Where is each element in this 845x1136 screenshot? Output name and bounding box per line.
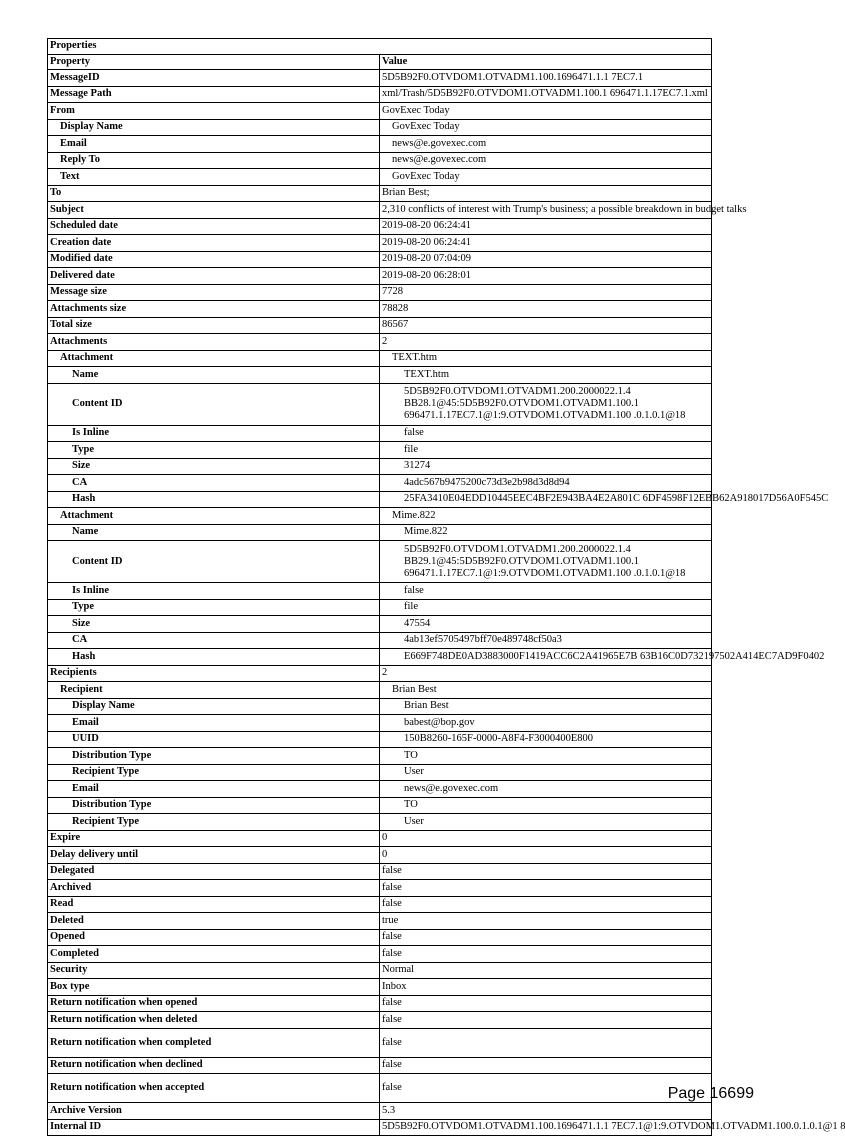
table-row	[48, 797, 712, 814]
table-row	[48, 830, 712, 847]
property-value: true	[380, 913, 712, 930]
property-name: Attachment	[48, 508, 380, 525]
property-column-header: Property	[48, 54, 380, 70]
table-row	[48, 731, 712, 748]
table-row	[48, 1028, 712, 1057]
property-value: 2019-08-20 06:24:41	[380, 218, 712, 235]
property-name: Security	[48, 962, 380, 979]
property-name: Attachments	[48, 334, 380, 351]
property-value: 5D5B92F0.OTVDOM1.OTVADM1.100.1696471.1.1 7EC7.1@1:9.OTVDOM1.OTVADM1.100.0.1.0.1@1 8	[380, 1119, 712, 1136]
table-row	[48, 491, 712, 508]
property-value: 4ab13ef5705497bff70e489748cf50a3	[380, 632, 712, 649]
property-value: 2	[380, 665, 712, 682]
table-row	[48, 1119, 712, 1136]
table-row	[48, 847, 712, 864]
table-row	[48, 136, 712, 153]
property-value: 31274	[380, 458, 712, 475]
property-name: Creation date	[48, 235, 380, 252]
property-value: E669F748DE0AD3883000F1419ACC6C2A41965E7B 63B16C0D732197502A414EC7AD9F0402	[380, 649, 712, 666]
property-value: xml/Trash/5D5B92F0.OTVDOM1.OTVADM1.100.1 696471.1.17EC7.1.xml	[380, 86, 712, 103]
table-row	[48, 715, 712, 732]
table-row	[48, 458, 712, 475]
property-value: TEXT.htm	[380, 350, 712, 367]
property-name: Display Name	[48, 119, 380, 136]
table-caption: Properties	[48, 39, 712, 55]
table-row	[48, 317, 712, 334]
property-name: Total size	[48, 317, 380, 334]
table-row	[48, 698, 712, 715]
property-name: Email	[48, 715, 380, 732]
table-row	[48, 979, 712, 996]
property-name: Recipient	[48, 682, 380, 699]
property-name: Box type	[48, 979, 380, 996]
table-row	[48, 284, 712, 301]
property-name: Completed	[48, 946, 380, 963]
property-value: 150B8260-165F-0000-A8F4-F3000400E800	[380, 731, 712, 748]
property-name: Return notification when completed	[48, 1028, 380, 1057]
property-value: 25FA3410E04EDD10445EEC4BF2E943BA4E2A801C 6DF4598F12EBB62A918017D56A0F545C	[380, 491, 712, 508]
table-row	[48, 86, 712, 103]
property-name: Reply To	[48, 152, 380, 169]
table-row	[48, 119, 712, 136]
property-value: news@e.govexec.com	[380, 136, 712, 153]
property-value: false	[380, 896, 712, 913]
table-row	[48, 896, 712, 913]
property-name: Size	[48, 616, 380, 633]
table-row	[48, 748, 712, 765]
property-name: CA	[48, 632, 380, 649]
property-value: false	[380, 863, 712, 880]
property-name: Email	[48, 781, 380, 798]
property-name: Message size	[48, 284, 380, 301]
caption-row	[48, 39, 712, 55]
property-value: Inbox	[380, 979, 712, 996]
table-row	[48, 301, 712, 318]
property-name: Content ID	[48, 541, 380, 583]
property-value: 86567	[380, 317, 712, 334]
property-name: Modified date	[48, 251, 380, 268]
table-row	[48, 350, 712, 367]
property-name: From	[48, 103, 380, 120]
property-value: Mime.822	[380, 508, 712, 525]
property-name: UUID	[48, 731, 380, 748]
property-value: 7728	[380, 284, 712, 301]
property-name: Type	[48, 599, 380, 616]
property-value: false	[380, 929, 712, 946]
table-row	[48, 616, 712, 633]
table-row	[48, 1012, 712, 1029]
property-name: Opened	[48, 929, 380, 946]
property-name: Delivered date	[48, 268, 380, 285]
property-value: false	[380, 1012, 712, 1029]
property-value: 0	[380, 830, 712, 847]
table-row	[48, 946, 712, 963]
property-value: news@e.govexec.com	[380, 781, 712, 798]
table-row	[48, 475, 712, 492]
property-name: Archived	[48, 880, 380, 897]
property-value: 5D5B92F0.OTVDOM1.OTVADM1.200.2000022.1.4 BB28.1@45:5D5B92F0.OTVDOM1.OTVADM1.100.1 696471.1.17EC7.1@1:9.OTVDOM1.OTVADM1.100 .0.1.0.1@18	[380, 383, 712, 425]
table-row	[48, 880, 712, 897]
table-row	[48, 524, 712, 541]
table-row	[48, 781, 712, 798]
page-number: Page 16699	[667, 1085, 754, 1102]
table-row	[48, 1074, 712, 1103]
property-name: Delegated	[48, 863, 380, 880]
property-value: 4adc567b9475200c73d3e2b98d3d8d94	[380, 475, 712, 492]
value-column-header: Value	[380, 54, 712, 70]
properties-table	[47, 38, 845, 1136]
table-row	[48, 541, 712, 583]
table-row	[48, 251, 712, 268]
property-value: 78828	[380, 301, 712, 318]
property-value: TO	[380, 748, 712, 765]
property-value: Brian Best	[380, 682, 712, 699]
property-value: 2019-08-20 07:04:09	[380, 251, 712, 268]
property-value: GovExec Today	[380, 169, 712, 186]
property-name: Recipients	[48, 665, 380, 682]
table-row	[48, 814, 712, 831]
property-name: Return notification when declined	[48, 1057, 380, 1074]
property-name: Is Inline	[48, 425, 380, 442]
property-value: false	[380, 1028, 712, 1057]
table-row	[48, 103, 712, 120]
table-row	[48, 508, 712, 525]
property-value: false	[380, 880, 712, 897]
property-name: MessageID	[48, 70, 380, 87]
table-row	[48, 268, 712, 285]
property-name: Recipient Type	[48, 764, 380, 781]
property-name: Message Path	[48, 86, 380, 103]
property-name: Subject	[48, 202, 380, 219]
table-row	[48, 599, 712, 616]
property-value: false	[380, 1057, 712, 1074]
table-row	[48, 929, 712, 946]
property-value: User	[380, 764, 712, 781]
property-name: Attachment	[48, 350, 380, 367]
property-value: 2	[380, 334, 712, 351]
property-name: Distribution Type	[48, 748, 380, 765]
property-name: Deleted	[48, 913, 380, 930]
table-row	[48, 764, 712, 781]
property-name: Distribution Type	[48, 797, 380, 814]
table-row	[48, 583, 712, 600]
table-row	[48, 202, 712, 219]
property-value: Mime.822	[380, 524, 712, 541]
property-name: To	[48, 185, 380, 202]
property-name: Read	[48, 896, 380, 913]
property-value: false	[380, 995, 712, 1012]
property-value: file	[380, 442, 712, 459]
table-row	[48, 682, 712, 699]
property-value: Normal	[380, 962, 712, 979]
property-value: false	[380, 946, 712, 963]
table-row	[48, 649, 712, 666]
table-row	[48, 1103, 712, 1120]
property-name: Name	[48, 367, 380, 384]
property-value: TEXT.htm	[380, 367, 712, 384]
property-name: Scheduled date	[48, 218, 380, 235]
property-name: Type	[48, 442, 380, 459]
property-value: Brian Best;	[380, 185, 712, 202]
property-name: CA	[48, 475, 380, 492]
property-value: 0	[380, 847, 712, 864]
property-value: GovExec Today	[380, 103, 712, 120]
table-row	[48, 425, 712, 442]
table-row	[48, 962, 712, 979]
property-name: Hash	[48, 649, 380, 666]
property-name: Content ID	[48, 383, 380, 425]
table-row	[48, 70, 712, 87]
table-row	[48, 632, 712, 649]
property-name: Hash	[48, 491, 380, 508]
property-value: false	[380, 583, 712, 600]
property-value: TO	[380, 797, 712, 814]
table-row	[48, 185, 712, 202]
property-value: false	[380, 425, 712, 442]
header-row	[48, 54, 712, 70]
property-name: Display Name	[48, 698, 380, 715]
property-value: GovExec Today	[380, 119, 712, 136]
property-value: 2,310 conflicts of interest with Trump's business; a possible breakdown in budget talks	[380, 202, 712, 219]
property-name: Delay delivery until	[48, 847, 380, 864]
property-name: Email	[48, 136, 380, 153]
property-value: User	[380, 814, 712, 831]
table-row	[48, 383, 712, 425]
table-row	[48, 334, 712, 351]
property-value: babest@bop.gov	[380, 715, 712, 732]
property-value: Brian Best	[380, 698, 712, 715]
table-row	[48, 863, 712, 880]
property-name: Size	[48, 458, 380, 475]
property-name: Recipient Type	[48, 814, 380, 831]
property-name: Return notification when deleted	[48, 1012, 380, 1029]
property-name: Attachments size	[48, 301, 380, 318]
table-row	[48, 913, 712, 930]
property-value: false	[380, 1074, 712, 1103]
property-name: Return notification when opened	[48, 995, 380, 1012]
property-name: Expire	[48, 830, 380, 847]
table-row	[48, 665, 712, 682]
table-row	[48, 995, 712, 1012]
property-name: Return notification when accepted	[48, 1074, 380, 1103]
property-name: Name	[48, 524, 380, 541]
table-row	[48, 235, 712, 252]
table-row	[48, 169, 712, 186]
property-value: 5D5B92F0.OTVDOM1.OTVADM1.200.2000022.1.4 BB29.1@45:5D5B92F0.OTVDOM1.OTVADM1.100.1 696471.1.17EC7.1@1:9.OTVDOM1.OTVADM1.100 .0.1.0.1@18	[380, 541, 712, 583]
property-value: 5D5B92F0.OTVDOM1.OTVADM1.100.1696471.1.1 7EC7.1	[380, 70, 712, 87]
table-row	[48, 1057, 712, 1074]
property-value: 5.3	[380, 1103, 712, 1120]
property-value: news@e.govexec.com	[380, 152, 712, 169]
property-value: file	[380, 599, 712, 616]
table-row	[48, 442, 712, 459]
table-row	[48, 218, 712, 235]
property-name: Is Inline	[48, 583, 380, 600]
property-value: 2019-08-20 06:24:41	[380, 235, 712, 252]
table-row	[48, 152, 712, 169]
property-name: Internal ID	[48, 1119, 380, 1136]
property-name: Text	[48, 169, 380, 186]
property-value: 2019-08-20 06:28:01	[380, 268, 712, 285]
property-value: 47554	[380, 616, 712, 633]
property-name: Archive Version	[48, 1103, 380, 1120]
table-row	[48, 367, 712, 384]
